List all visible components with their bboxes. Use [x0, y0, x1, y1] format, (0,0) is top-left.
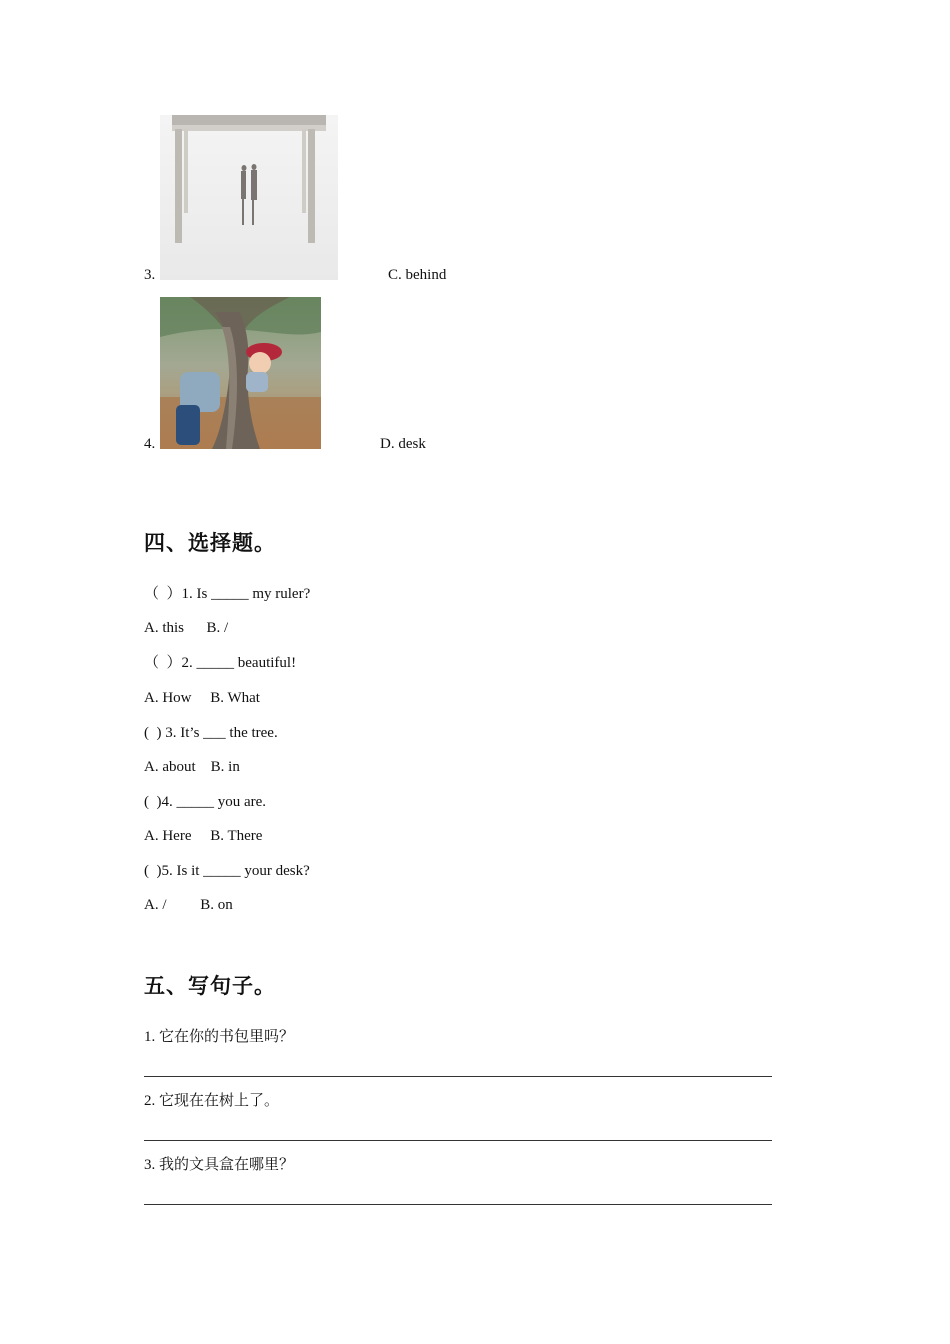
question-options: A. this B. /	[144, 620, 229, 636]
sentence-prompt: 3. 我的文具盒在哪里？	[144, 1157, 295, 1173]
item-number: 4.	[144, 436, 156, 452]
question-stem: ( ) 3. It’s ___ the tree.	[144, 725, 278, 741]
tree-image	[160, 297, 321, 449]
question-options: A. / B. on	[144, 897, 233, 913]
question-options: A. Here B. There	[144, 828, 263, 844]
option-label: D. desk	[380, 436, 426, 452]
question-options: A. How B. What	[144, 690, 260, 706]
section-title: 五、写句子。	[144, 974, 276, 998]
answer-line[interactable]	[144, 1140, 772, 1141]
question-stem: ( )5. Is it _____ your desk?	[144, 863, 310, 879]
sentence-prompt: 1. 它在你的书包里吗？	[144, 1029, 295, 1045]
sentence-prompt: 2. 它现在在树上了。	[144, 1093, 280, 1109]
answer-line[interactable]	[144, 1204, 772, 1205]
question-stem: （ ）1. Is _____ my ruler?	[144, 586, 311, 602]
table-image	[160, 115, 338, 280]
item-number: 3.	[144, 267, 156, 283]
question-options: A. about B. in	[144, 759, 240, 775]
option-label: C. behind	[388, 267, 447, 283]
section-title: 四、选择题。	[144, 531, 276, 555]
question-stem: （ ）2. _____ beautiful!	[144, 655, 297, 671]
answer-line[interactable]	[144, 1076, 772, 1077]
question-stem: ( )4. _____ you are.	[144, 794, 267, 810]
